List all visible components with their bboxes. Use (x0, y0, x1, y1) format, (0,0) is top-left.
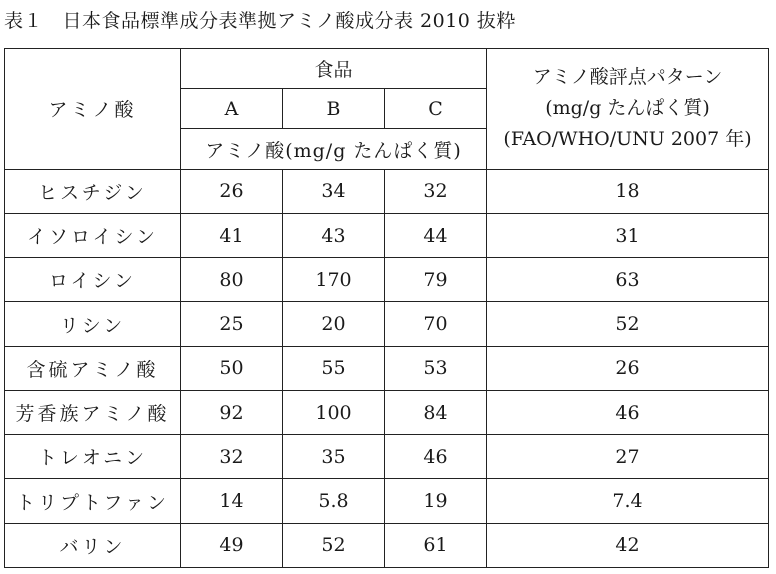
amino-acid-name-cell: バリン (5, 523, 181, 567)
food-c-value-cell: 53 (385, 346, 487, 390)
amino-acid-name-cell: トレオニン (5, 435, 181, 479)
food-c-value-cell: 79 (385, 258, 487, 302)
food-a-value-cell: 80 (181, 258, 283, 302)
score-value-cell: 18 (487, 169, 769, 213)
food-a-value-cell: 49 (181, 523, 283, 567)
food-b-value-cell: 5.8 (283, 479, 385, 523)
table-caption: 表１ 日本食品標準成分表準拠アミノ酸成分表 2010 抜粋 (4, 10, 516, 32)
header-row-food (5, 49, 769, 89)
amino-acid-header: アミノ酸 (5, 49, 181, 170)
score-value-cell: 52 (487, 302, 769, 346)
score-value-cell: 27 (487, 435, 769, 479)
food-c-value-cell: 19 (385, 479, 487, 523)
food-header: 食品 (181, 49, 487, 89)
food-a-value-cell: 50 (181, 346, 283, 390)
amino-acid-name-cell: ヒスチジン (5, 169, 181, 213)
food-c-value-cell: 84 (385, 390, 487, 434)
food-b-value-cell: 20 (283, 302, 385, 346)
food-a-value-cell: 14 (181, 479, 283, 523)
amino-acid-name-cell: トリプトファン (5, 479, 181, 523)
table-body (5, 49, 769, 568)
table-row (5, 302, 769, 346)
food-b-value-cell: 100 (283, 390, 385, 434)
food-b-value-cell: 43 (283, 213, 385, 257)
score-pattern-title: アミノ酸評点パターン (532, 66, 723, 89)
food-c-value-cell: 70 (385, 302, 487, 346)
food-a-value-cell: 41 (181, 213, 283, 257)
food-b-value-cell: 35 (283, 435, 385, 479)
table-row (5, 346, 769, 390)
food-b-header: B (283, 89, 385, 129)
food-c-value-cell: 61 (385, 523, 487, 567)
food-a-value-cell: 26 (181, 169, 283, 213)
food-a-header: A (181, 89, 283, 129)
table-row (5, 523, 769, 567)
table-row (5, 479, 769, 523)
score-value-cell: 46 (487, 390, 769, 434)
food-b-value-cell: 34 (283, 169, 385, 213)
score-value-cell: 63 (487, 258, 769, 302)
table-row (5, 390, 769, 434)
food-a-value-cell: 25 (181, 302, 283, 346)
score-pattern-source: (FAO/WHO/UNU 2007 年) (503, 128, 752, 151)
table-row (5, 169, 769, 213)
food-c-value-cell: 44 (385, 213, 487, 257)
food-c-value-cell: 32 (385, 169, 487, 213)
amino-acid-name-cell: 含硫アミノ酸 (5, 346, 181, 390)
food-b-value-cell: 55 (283, 346, 385, 390)
score-value-cell: 26 (487, 346, 769, 390)
score-value-cell: 7.4 (487, 479, 769, 523)
score-value-cell: 42 (487, 523, 769, 567)
amino-acid-table (4, 48, 769, 568)
table-row (5, 435, 769, 479)
food-a-value-cell: 32 (181, 435, 283, 479)
table-row (5, 213, 769, 257)
score-pattern-unit: (mg/g たんぱく質) (545, 97, 710, 120)
amino-acid-name-cell: リシン (5, 302, 181, 346)
food-b-value-cell: 170 (283, 258, 385, 302)
food-b-value-cell: 52 (283, 523, 385, 567)
food-a-value-cell: 92 (181, 390, 283, 434)
food-c-value-cell: 46 (385, 435, 487, 479)
score-pattern-header (487, 49, 769, 170)
amino-acid-name-cell: ロイシン (5, 258, 181, 302)
amino-acid-name-cell: イソロイシン (5, 213, 181, 257)
food-unit-header: アミノ酸(mg/g たんぱく質) (181, 129, 487, 169)
table-row (5, 258, 769, 302)
amino-acid-name-cell: 芳香族アミノ酸 (5, 390, 181, 434)
score-value-cell: 31 (487, 213, 769, 257)
food-c-header: C (385, 89, 487, 129)
